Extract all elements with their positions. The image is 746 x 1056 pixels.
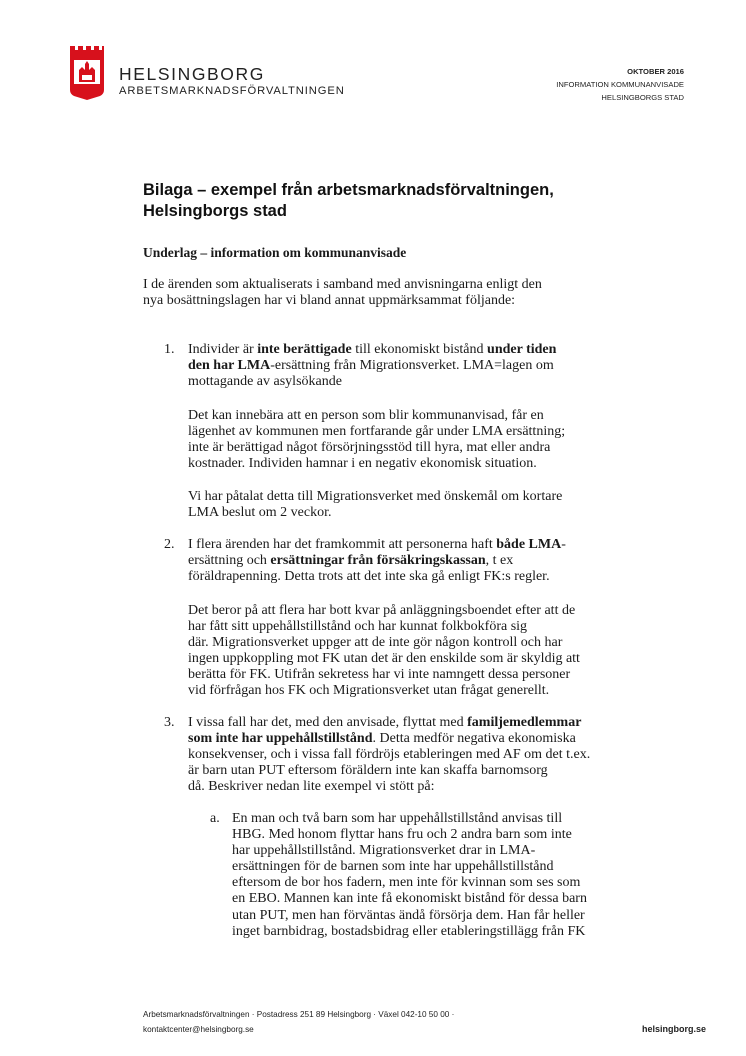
text-line bbox=[188, 763, 590, 779]
text-segment: lägenhet av kommunen men fortfarande går under LMA ersättning; bbox=[188, 424, 566, 440]
logo-department: ARBETSMARKNADSFÖRVALTNINGEN bbox=[119, 85, 345, 97]
text-line bbox=[232, 843, 587, 859]
text-line bbox=[188, 715, 590, 731]
header-date: OKTOBER 2016 bbox=[627, 67, 684, 76]
text-segment: inget barnbidrag, bostadsbidrag eller etableringstillägg från FK bbox=[232, 923, 586, 939]
section-subtitle: Underlag – information om kommunanvisade bbox=[143, 245, 407, 260]
sublist-item-paragraph bbox=[232, 811, 587, 940]
bold-text: den har LMA bbox=[188, 358, 271, 374]
list-item-paragraph bbox=[188, 603, 580, 700]
text-segment: nya bosättningslagen har vi bland annat uppmärksammat följande: bbox=[143, 293, 516, 309]
list-number: 3. bbox=[164, 715, 175, 730]
text-line bbox=[232, 924, 587, 940]
footer-email[interactable]: kontaktcenter@helsingborg.se bbox=[143, 1025, 254, 1034]
bold-text: både LMA bbox=[496, 537, 562, 552]
footer-address: Arbetsmarknadsförvaltningen · Postadress 251 89 Helsingborg · Växel 042-10 50 00 · bbox=[143, 1010, 455, 1019]
text-segment: -ersättning från Migrationsverket. LMA=lagen om bbox=[270, 358, 554, 374]
footer-website[interactable]: helsingborg.se bbox=[641, 1024, 706, 1034]
text-segment: Individer är bbox=[188, 342, 258, 357]
text-segment: ersättning och bbox=[188, 553, 271, 569]
text-line bbox=[188, 731, 590, 747]
list-item-paragraph bbox=[188, 715, 590, 795]
text-line bbox=[188, 635, 580, 651]
text-segment: Det kan innebära att en person som blir kommunanvisad, får en bbox=[188, 408, 544, 423]
intro-paragraph bbox=[143, 277, 542, 309]
text-segment: I flera ärenden har det framkommit att personerna haft bbox=[188, 537, 497, 552]
text-segment: , t ex bbox=[485, 553, 514, 569]
text-segment: vid förfrågan hos FK och Migrationsverket utan frågat generellt. bbox=[188, 683, 550, 699]
text-line bbox=[188, 456, 565, 472]
city-crest-logo bbox=[70, 46, 104, 100]
text-segment: eftersom de bor hos fadern, men inte för kvinnan som ses som bbox=[232, 875, 581, 891]
list-number: 1. bbox=[164, 342, 175, 357]
text-line bbox=[188, 747, 590, 763]
text-line bbox=[188, 683, 580, 699]
text-line bbox=[188, 424, 565, 440]
text-segment: - bbox=[561, 537, 566, 552]
text-segment: ingen uppkoppling mot FK utan det är den enskilde som är skyldig att bbox=[188, 651, 580, 667]
text-segment: En man och två barn som har uppehållstillstånd anvisas till bbox=[232, 811, 563, 826]
text-line bbox=[232, 875, 587, 891]
text-line bbox=[188, 489, 562, 505]
logo-name: HELSINGBORG bbox=[119, 64, 265, 84]
text-segment: konsekvenser, och i vissa fall fördröjs etableringen med AF om det t.ex. bbox=[188, 747, 591, 763]
text-segment: I vissa fall har det, med den anvisade, flyttat med bbox=[188, 715, 468, 730]
bold-text: under tiden bbox=[487, 342, 557, 357]
text-segment: utan PUT, men han förväntas ändå försörja dem. Han får heller bbox=[232, 907, 585, 923]
text-segment: föräldrapenning. Detta trots att det inte ska gå enligt FK:s regler. bbox=[188, 569, 550, 585]
text-line bbox=[188, 569, 566, 585]
bold-text: som inte har uppehållstillstånd bbox=[188, 731, 373, 747]
text-segment: inte är berättigad något försörjningsstöd till hyra, mat eller andra bbox=[188, 440, 551, 456]
text-line bbox=[232, 908, 587, 924]
sublist-letter: a. bbox=[210, 811, 220, 826]
text-line bbox=[188, 779, 590, 795]
list-item-paragraph bbox=[188, 537, 566, 585]
text-segment: LMA beslut om 2 veckor. bbox=[188, 505, 332, 521]
header-organization: HELSINGBORGS STAD bbox=[601, 93, 684, 102]
text-line bbox=[188, 667, 580, 683]
text-line bbox=[232, 811, 587, 827]
text-line bbox=[188, 408, 565, 424]
text-segment: berätta för FK. Utifrån sekretess har vi inte namngett dessa personer bbox=[188, 667, 571, 683]
text-line bbox=[188, 374, 556, 390]
text-segment: I de ärenden som aktualiserats i samband med anvisningarna enligt den bbox=[143, 277, 542, 292]
text-segment: har uppehållstillstånd. Migrationsverket drar in LMA- bbox=[232, 843, 536, 859]
text-line bbox=[143, 293, 542, 309]
title-line: Helsingborgs stad bbox=[143, 202, 287, 220]
text-segment: en EBO. Mannen kan inte få ekonomiskt bistånd för dessa barn bbox=[232, 891, 587, 907]
text-segment: HBG. Med honom flyttar hans fru och 2 andra barn som inte bbox=[232, 827, 572, 843]
text-line bbox=[188, 651, 580, 667]
text-line bbox=[188, 603, 580, 619]
text-segment: ersättningen för de barnen som inte har uppehållstillstånd bbox=[232, 859, 554, 875]
text-line bbox=[188, 440, 565, 456]
text-line bbox=[232, 891, 587, 907]
text-line bbox=[188, 619, 580, 635]
title-line: Bilaga – exempel från arbetsmarknadsförvaltningen, bbox=[143, 181, 554, 199]
text-segment: där. Migrationsverket uppger att de inte gör någon kontroll och har bbox=[188, 635, 563, 651]
bold-text: inte berättigade bbox=[257, 342, 352, 357]
text-segment: Vi har påtalat detta till Migrationsverket med önskemål om kortare bbox=[188, 489, 563, 504]
list-number: 2. bbox=[164, 537, 175, 552]
text-segment: kostnader. Individen hamnar i en negativ ekonomisk situation. bbox=[188, 456, 537, 472]
text-line bbox=[188, 537, 566, 553]
bold-text: familjemedlemmar bbox=[467, 715, 582, 730]
list-item-paragraph bbox=[188, 342, 556, 390]
text-line bbox=[143, 277, 542, 293]
text-segment: har fått sitt uppehållstillstånd och har kunnat folkbokföra sig bbox=[188, 619, 528, 635]
text-line bbox=[232, 827, 587, 843]
document-title bbox=[143, 180, 554, 222]
text-segment: Det beror på att flera har bott kvar på anläggningsboendet efter att de bbox=[188, 603, 576, 618]
bold-text: ersättningar från försäkringskassan bbox=[270, 553, 486, 569]
text-segment: är barn utan PUT eftersom föräldern inte kan skaffa barnomsorg bbox=[188, 763, 548, 779]
text-line bbox=[188, 342, 556, 358]
text-line bbox=[188, 553, 566, 569]
text-line bbox=[188, 358, 556, 374]
text-line bbox=[232, 859, 587, 875]
text-segment: . Detta medför negativa ekonomiska bbox=[372, 731, 576, 747]
text-segment: mottagande av asylsökande bbox=[188, 374, 342, 390]
text-segment: då. Beskriver nedan lite exempel vi stött på: bbox=[188, 779, 435, 795]
text-segment: till ekonomiskt bistånd bbox=[351, 342, 488, 357]
list-item-paragraph bbox=[188, 408, 565, 472]
header-subject: INFORMATION KOMMUNANVISADE bbox=[556, 80, 684, 89]
list-item-paragraph bbox=[188, 489, 562, 521]
text-line bbox=[188, 505, 562, 521]
